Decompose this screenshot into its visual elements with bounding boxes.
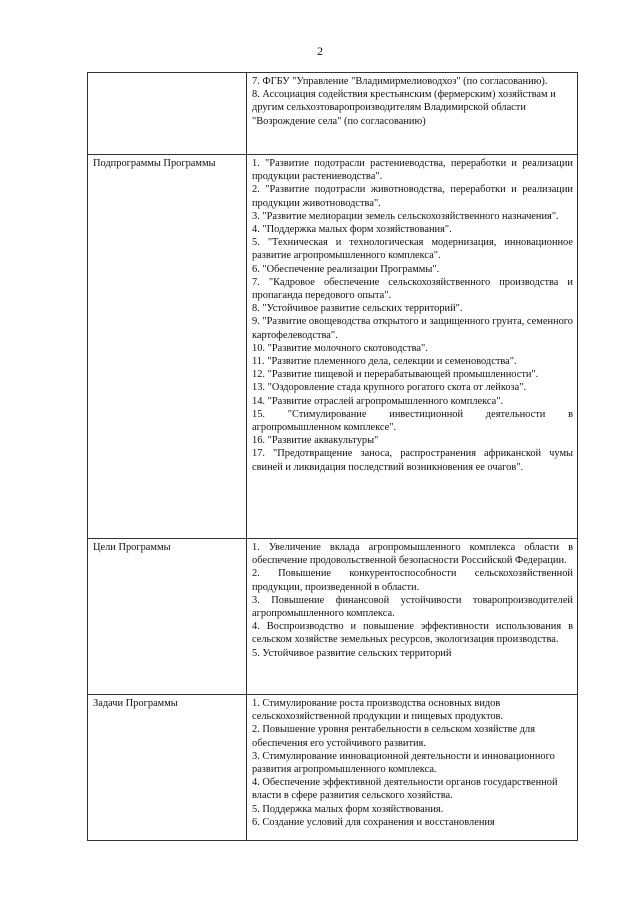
- list-item: 15. "Стимулирование инвестиционной деятельности в агропромышленном комплексе".: [252, 408, 573, 434]
- list-item: 5. Поддержка малых форм хозяйствования.: [252, 803, 444, 815]
- list-item: 1. Увеличение вклада агропромышленного комплекса области в обеспечение продовольственной безопасности Российской Федерации.: [252, 542, 573, 567]
- list-item: 11. "Развитие племенного дела, селекции и семеноводства".: [252, 356, 517, 368]
- list-item: 17. "Предотвращение заноса, распространения африканской чумы свиней и ликвидация последствий возникновения ее очагов".: [252, 448, 573, 473]
- list-item: 8. Ассоциация содействия крестьянским (фермерским) хозяйствам и другим сельхозтоваропроизводителям Владимирской области "Возрождение села" (по согласованию): [252, 89, 556, 127]
- list-item: 6. "Обеспечение реализации Программы".: [252, 263, 440, 275]
- program-passport-table: [87, 72, 578, 841]
- list-item: 1. Стимулирование роста производства основных видов сельскохозяйственной продукции и пищевых продуктов.: [252, 698, 504, 723]
- table-row-goals: [88, 539, 578, 695]
- row-label: Подпрограммы Программы: [88, 155, 247, 539]
- list-item: 16. "Развитие аквакультуры": [252, 435, 379, 447]
- row-content: [247, 155, 578, 539]
- list-item: 3. Повышение финансовой устойчивости товаропроизводителей агропромышленного комплекса.: [252, 594, 573, 620]
- list-item: 7. "Кадровое обеспечение сельскохозяйственного производства и пропаганда передового опыта".: [252, 276, 573, 302]
- list-item: 4. Воспроизводство и повышение эффективности использования в сельском хозяйстве земельных ресурсов, экологизация производства.: [252, 621, 573, 646]
- list-item: 13. "Оздоровление стада крупного рогатого скота от лейкоза".: [252, 382, 527, 394]
- list-item: 14. "Развитие отраслей агропромышленного комплекса".: [252, 395, 504, 407]
- list-item: 2. Повышение уровня рентабельности в сельском хозяйстве для обеспечения его устойчивого развития.: [252, 724, 535, 749]
- list-item: 4. Обеспечение эффективной деятельности органов государственной власти в сфере развития сельского хозяйства.: [252, 777, 558, 802]
- table-row-subprograms: [88, 155, 578, 539]
- list-item: 5. "Техническая и технологическая модернизация, инновационное развитие агропромышленного комплекса".: [252, 237, 573, 262]
- page-number: 2: [317, 44, 323, 58]
- list-item: 8. "Устойчивое развитие сельских территорий".: [252, 303, 463, 315]
- list-item: 10. "Развитие молочного скотоводства".: [252, 342, 428, 354]
- list-item: 1. "Развитие подотрасли растениеводства, переработки и реализации продукции растениеводства".: [252, 158, 573, 183]
- list-item: 7. ФГБУ "Управление "Владимирмелиоводхоз" (по согласованию).: [252, 76, 548, 87]
- list-item: 3. "Развитие мелиорации земель сельскохозяйственного назначения".: [252, 210, 559, 222]
- list-item: 5. Устойчивое развитие сельских территорий: [252, 647, 452, 659]
- table-row-executors-continued: [88, 73, 578, 155]
- row-label: Задачи Программы: [88, 695, 247, 841]
- list-item: 2. Повышение конкурентоспособности сельскохозяйственной продукции, произведенной в области.: [252, 568, 573, 593]
- row-label: Цели Программы: [88, 539, 247, 695]
- list-item: 12. "Развитие пищевой и перерабатывающей промышленности".: [252, 369, 539, 381]
- list-item: 2. "Развитие подотрасли животноводства, переработки и реализации продукции животноводства".: [252, 184, 573, 209]
- list-item: 3. Стимулирование инновационной деятельности и инновационного развития агропромышленного комплекса.: [252, 750, 555, 776]
- list-item: 4. "Поддержка малых форм хозяйствования".: [252, 224, 452, 236]
- list-item: 6. Создание условий для сохранения и восстановления: [252, 816, 495, 828]
- list-item: 9. "Развитие овощеводства открытого и защищенного грунта, семенного картофелеводства".: [252, 316, 573, 341]
- row-content: [247, 73, 578, 155]
- row-content: [247, 695, 578, 841]
- row-content: [247, 539, 578, 695]
- table-row-tasks: [88, 695, 578, 841]
- row-label: [88, 73, 247, 155]
